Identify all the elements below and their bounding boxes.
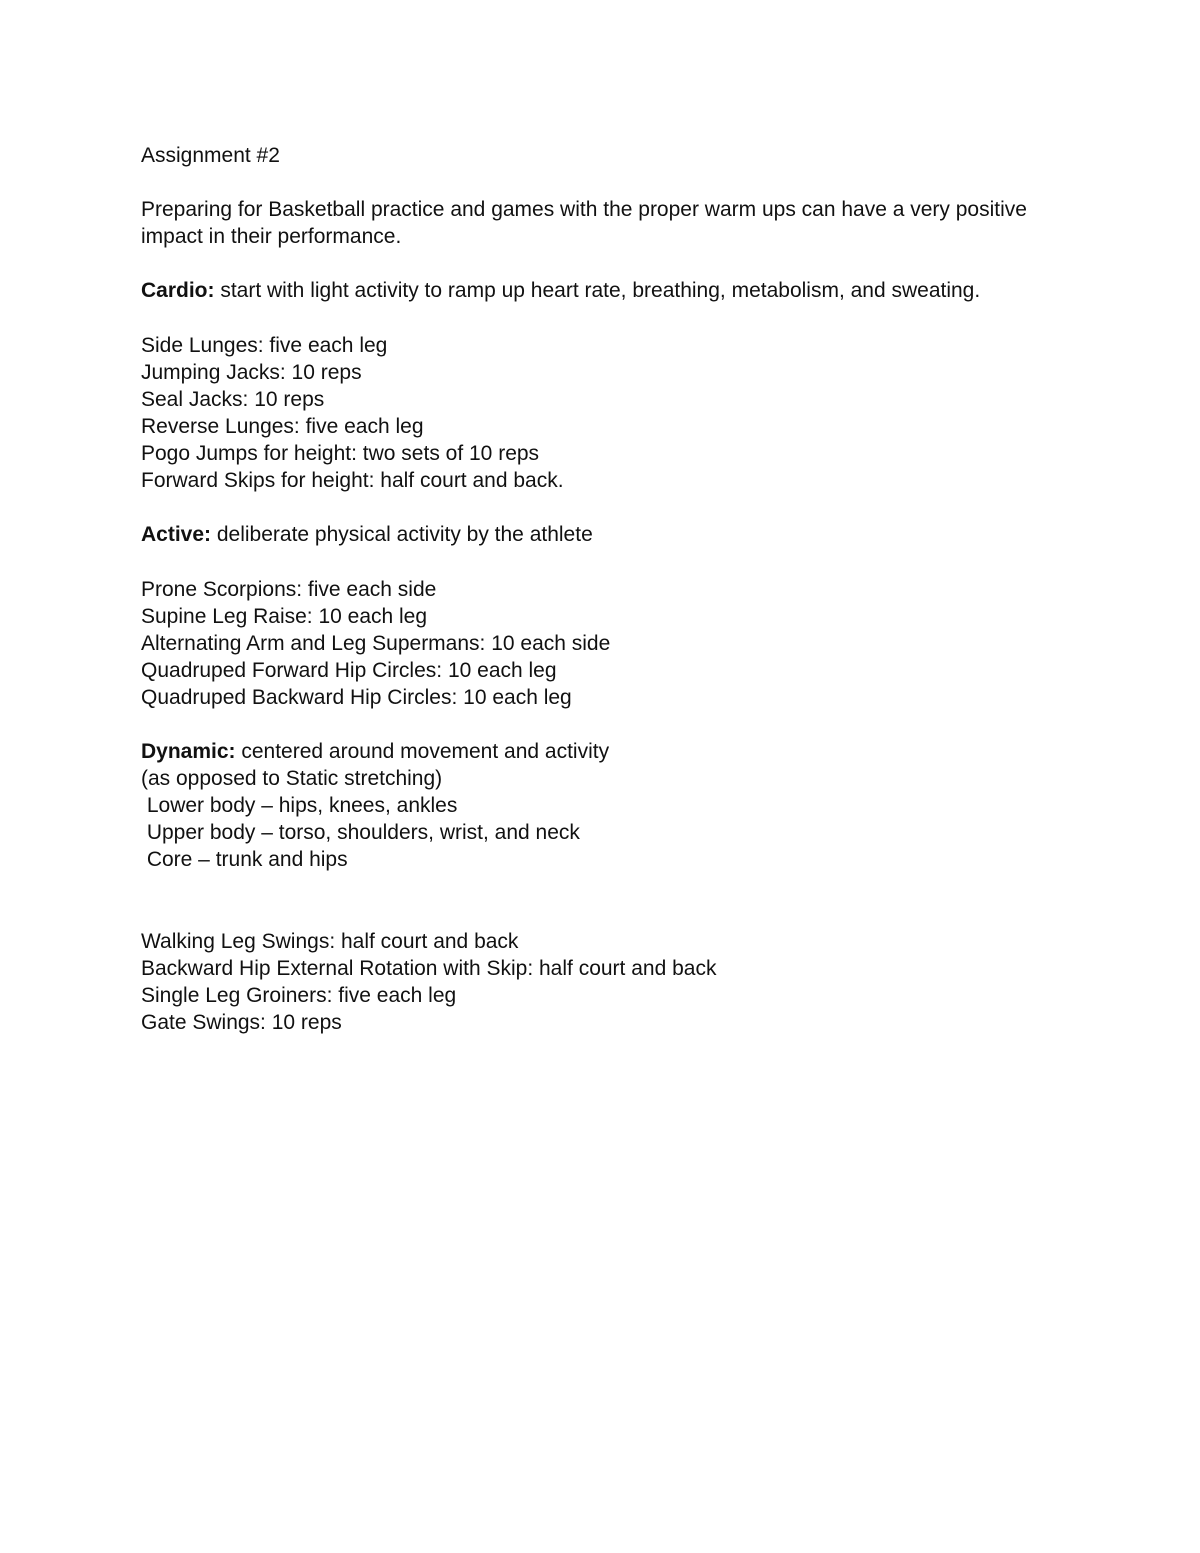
cardio-label: Cardio:	[141, 279, 215, 303]
document-title: Assignment #2	[141, 144, 280, 167]
dynamic-description: centered around movement and activity	[235, 740, 610, 764]
list-item: Reverse Lunges: five each leg	[141, 414, 424, 438]
spacer	[141, 548, 1081, 575]
dynamic-label: Dynamic:	[141, 740, 236, 764]
spacer	[141, 874, 1081, 928]
dynamic-areas	[141, 792, 1081, 873]
list-item: Side Lunges: five each leg	[141, 333, 388, 357]
body-area: Upper body – torso, shoulders, wrist, and neck	[141, 821, 580, 845]
list-item: Seal Jacks: 10 reps	[141, 387, 325, 411]
document-body	[141, 142, 1081, 1036]
list-item: Walking Leg Swings: half court and back	[141, 929, 519, 953]
intro-paragraph: Preparing for Basketball practice and games with the proper warm ups can have a very positive impact in their performance.	[141, 198, 1027, 249]
list-item: Single Leg Groiners: five each leg	[141, 983, 457, 1007]
spacer	[141, 169, 1081, 196]
list-item: Prone Scorpions: five each side	[141, 577, 437, 601]
list-item: Alternating Arm and Leg Supermans: 10 each side	[141, 631, 611, 655]
dynamic-note: (as opposed to Static stretching)	[141, 767, 443, 791]
list-item: Jumping Jacks: 10 reps	[141, 360, 362, 384]
list-item: Backward Hip External Rotation with Skip: half court and back	[141, 956, 717, 980]
body-area: Lower body – hips, knees, ankles	[141, 794, 458, 818]
active-description: deliberate physical activity by the athlete	[211, 523, 593, 547]
active-list	[141, 576, 1081, 711]
list-item: Pogo Jumps for height: two sets of 10 reps	[141, 442, 540, 466]
body-area: Core – trunk and hips	[141, 848, 348, 872]
spacer	[141, 250, 1081, 277]
dynamic-heading	[141, 738, 1081, 765]
list-item: Quadruped Backward Hip Circles: 10 each leg	[141, 685, 572, 709]
active-heading	[141, 521, 1081, 548]
cardio-description: start with light activity to ramp up heart rate, breathing, metabolism, and sweating.	[214, 279, 981, 303]
spacer	[141, 305, 1081, 332]
dynamic-list	[141, 928, 1081, 1036]
list-item: Forward Skips for height: half court and back.	[141, 469, 564, 493]
cardio-list	[141, 332, 1081, 495]
active-label: Active:	[141, 523, 212, 547]
list-item: Gate Swings: 10 reps	[141, 1011, 342, 1034]
spacer	[141, 711, 1081, 738]
spacer	[141, 494, 1081, 521]
list-item: Supine Leg Raise: 10 each leg	[141, 604, 428, 628]
cardio-heading	[141, 277, 1081, 304]
list-item: Quadruped Forward Hip Circles: 10 each leg	[141, 658, 557, 682]
